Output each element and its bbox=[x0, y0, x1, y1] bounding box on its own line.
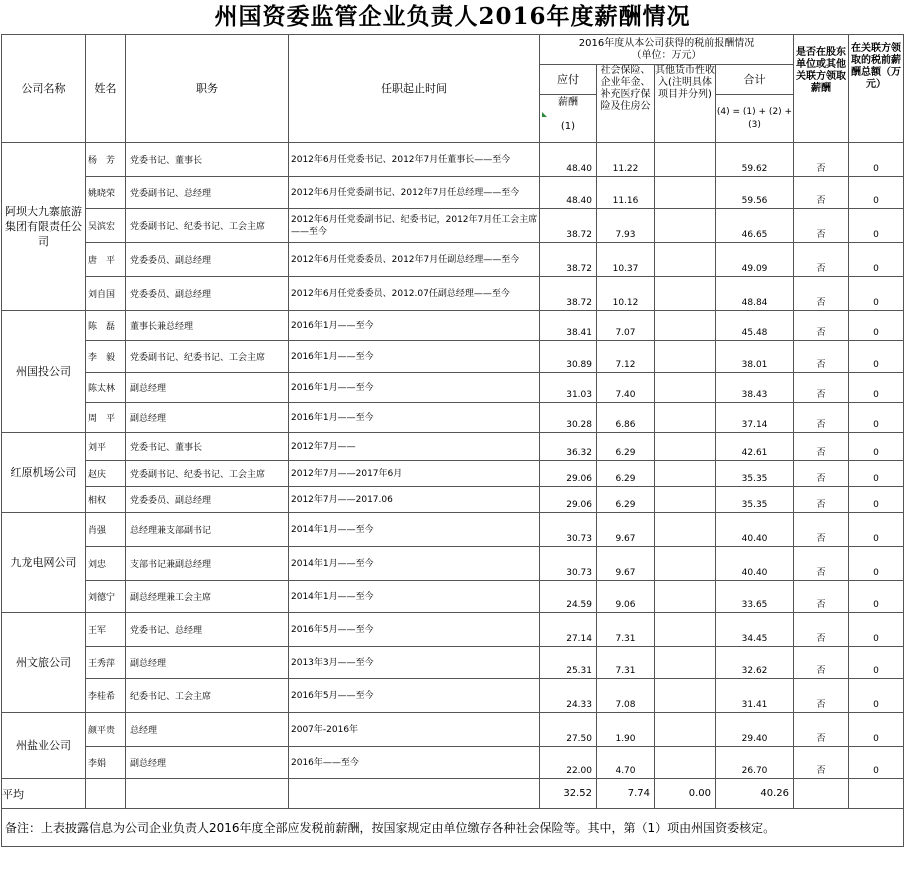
company-cell: 九龙电网公司 bbox=[2, 513, 86, 613]
total-cell: 37.14 bbox=[716, 403, 794, 433]
other-cell bbox=[655, 209, 716, 243]
person-name: 吴滨宏 bbox=[86, 209, 126, 243]
shareholder-cell: 否 bbox=[794, 143, 849, 177]
related-cell: 0 bbox=[849, 713, 904, 747]
total-cell: 35.35 bbox=[716, 487, 794, 513]
header-salary: 应付 bbox=[540, 65, 597, 95]
salary-cell: 48.40 bbox=[540, 143, 597, 177]
related-cell: 0 bbox=[849, 613, 904, 647]
social-cell: 6.86 bbox=[597, 403, 655, 433]
shareholder-cell: 否 bbox=[794, 747, 849, 779]
total-cell: 29.40 bbox=[716, 713, 794, 747]
salary-cell: 24.33 bbox=[540, 679, 597, 713]
table-row bbox=[2, 243, 904, 277]
company-cell: 州盐业公司 bbox=[2, 713, 86, 779]
note-row bbox=[2, 809, 904, 847]
other-cell bbox=[655, 747, 716, 779]
position-cell: 总经理 bbox=[126, 713, 289, 747]
total-cell: 31.41 bbox=[716, 679, 794, 713]
social-cell: 7.08 bbox=[597, 679, 655, 713]
company-cell: 红原机场公司 bbox=[2, 433, 86, 513]
period-cell: 2014年1月——至今 bbox=[289, 547, 540, 581]
total-cell: 59.62 bbox=[716, 143, 794, 177]
related-cell: 0 bbox=[849, 747, 904, 779]
salary-cell: 48.40 bbox=[540, 177, 597, 209]
shareholder-cell: 否 bbox=[794, 433, 849, 461]
salary-cell: 27.50 bbox=[540, 713, 597, 747]
header-related: 在关联方领取的税前薪酬总额（万元） bbox=[849, 35, 904, 143]
shareholder-cell: 否 bbox=[794, 679, 849, 713]
person-name: 赵庆 bbox=[86, 461, 126, 487]
other-cell bbox=[655, 713, 716, 747]
other-cell bbox=[655, 143, 716, 177]
total-cell: 46.65 bbox=[716, 209, 794, 243]
total-cell: 59.56 bbox=[716, 177, 794, 209]
salary-cell: 24.59 bbox=[540, 581, 597, 613]
period-cell: 2016年1月——至今 bbox=[289, 311, 540, 341]
total-cell: 48.84 bbox=[716, 277, 794, 311]
shareholder-cell: 否 bbox=[794, 403, 849, 433]
person-name: 陈太林 bbox=[86, 373, 126, 403]
shareholder-cell: 否 bbox=[794, 487, 849, 513]
shareholder-cell: 否 bbox=[794, 713, 849, 747]
period-cell: 2013年3月——至今 bbox=[289, 647, 540, 679]
total-cell: 38.43 bbox=[716, 373, 794, 403]
shareholder-cell: 否 bbox=[794, 177, 849, 209]
social-cell: 11.16 bbox=[597, 177, 655, 209]
shareholder-cell: 否 bbox=[794, 513, 849, 547]
shareholder-cell: 否 bbox=[794, 311, 849, 341]
total-cell: 42.61 bbox=[716, 433, 794, 461]
header-company: 公司名称 bbox=[2, 35, 86, 143]
salary-table bbox=[1, 34, 904, 847]
salary-cell: 38.41 bbox=[540, 311, 597, 341]
period-cell: 2016年1月——至今 bbox=[289, 373, 540, 403]
other-cell bbox=[655, 613, 716, 647]
position-cell: 副总经理 bbox=[126, 747, 289, 779]
position-cell: 纪委书记、工会主席 bbox=[126, 679, 289, 713]
social-cell: 4.70 bbox=[597, 747, 655, 779]
total-cell: 35.35 bbox=[716, 461, 794, 487]
position-cell: 党委书记、总经理 bbox=[126, 613, 289, 647]
salary-cell: 22.00 bbox=[540, 747, 597, 779]
social-cell: 7.40 bbox=[597, 373, 655, 403]
person-name: 刘忠 bbox=[86, 547, 126, 581]
other-cell bbox=[655, 341, 716, 373]
table-row bbox=[2, 209, 904, 243]
social-cell: 9.67 bbox=[597, 513, 655, 547]
other-cell bbox=[655, 373, 716, 403]
period-cell: 2012年7月—— bbox=[289, 433, 540, 461]
position-cell: 董事长兼总经理 bbox=[126, 311, 289, 341]
average-empty-period bbox=[289, 779, 540, 809]
header-period: 任职起止时间 bbox=[289, 35, 540, 143]
salary-cell: 38.72 bbox=[540, 243, 597, 277]
social-cell: 7.31 bbox=[597, 613, 655, 647]
related-cell: 0 bbox=[849, 311, 904, 341]
header-pay-group: 2016年度从本公司获得的税前报酬情况 （单位：万元） bbox=[540, 35, 794, 65]
period-cell: 2012年6月任党委委员、2012.07任副总经理——至今 bbox=[289, 277, 540, 311]
salary-cell: 36.32 bbox=[540, 433, 597, 461]
person-name: 李桂希 bbox=[86, 679, 126, 713]
period-cell: 2014年1月——至今 bbox=[289, 513, 540, 547]
related-cell: 0 bbox=[849, 679, 904, 713]
other-cell bbox=[655, 647, 716, 679]
position-cell: 党委书记、董事长 bbox=[126, 433, 289, 461]
salary-cell: 30.28 bbox=[540, 403, 597, 433]
other-cell bbox=[655, 177, 716, 209]
header-total: 合计 bbox=[716, 65, 794, 95]
total-cell: 32.62 bbox=[716, 647, 794, 679]
table-row bbox=[2, 403, 904, 433]
salary-cell: 27.14 bbox=[540, 613, 597, 647]
table-row bbox=[2, 433, 904, 461]
other-cell bbox=[655, 679, 716, 713]
company-cell: 阿坝大九寨旅游集团有限责任公司 bbox=[2, 143, 86, 311]
person-name: 相权 bbox=[86, 487, 126, 513]
other-cell bbox=[655, 513, 716, 547]
total-cell: 40.40 bbox=[716, 547, 794, 581]
position-cell: 党委委员、副总经理 bbox=[126, 487, 289, 513]
header-total-formula: (4) = (1) + (2) + (3) bbox=[716, 95, 794, 143]
other-cell bbox=[655, 403, 716, 433]
period-cell: 2016年1月——至今 bbox=[289, 403, 540, 433]
position-cell: 党委书记、董事长 bbox=[126, 143, 289, 177]
table-row bbox=[2, 277, 904, 311]
period-cell: 2012年7月——2017.06 bbox=[289, 487, 540, 513]
period-cell: 2016年1月——至今 bbox=[289, 341, 540, 373]
period-cell: 2012年6月任党委委员、2012年7月任副总经理——至今 bbox=[289, 243, 540, 277]
related-cell: 0 bbox=[849, 209, 904, 243]
position-cell: 副总经理兼工会主席 bbox=[126, 581, 289, 613]
period-cell: 2014年1月——至今 bbox=[289, 581, 540, 613]
person-name: 唐 平 bbox=[86, 243, 126, 277]
period-cell: 2016年5月——至今 bbox=[289, 679, 540, 713]
social-cell: 1.90 bbox=[597, 713, 655, 747]
other-cell bbox=[655, 461, 716, 487]
average-row bbox=[2, 779, 904, 809]
period-cell: 2007年-2016年 bbox=[289, 713, 540, 747]
other-cell bbox=[655, 487, 716, 513]
period-cell: 2016年——至今 bbox=[289, 747, 540, 779]
other-cell bbox=[655, 581, 716, 613]
table-row bbox=[2, 613, 904, 647]
person-name: 杨 芳 bbox=[86, 143, 126, 177]
person-name: 刘德宁 bbox=[86, 581, 126, 613]
position-cell: 支部书记兼副总经理 bbox=[126, 547, 289, 581]
other-cell bbox=[655, 547, 716, 581]
social-cell: 11.22 bbox=[597, 143, 655, 177]
related-cell: 0 bbox=[849, 547, 904, 581]
header-name: 姓名 bbox=[86, 35, 126, 143]
person-name: 李 毅 bbox=[86, 341, 126, 373]
footnote: 备注：上表披露信息为公司企业负责人2016年度全部应发税前薪酬，按国家规定由单位缴存各种社会保险等。其中，第（1）项由州国资委核定。 bbox=[2, 809, 904, 847]
person-name: 李娟 bbox=[86, 747, 126, 779]
shareholder-cell: 否 bbox=[794, 647, 849, 679]
average-total: 40.26 bbox=[716, 779, 794, 809]
related-cell: 0 bbox=[849, 487, 904, 513]
related-cell: 0 bbox=[849, 143, 904, 177]
related-cell: 0 bbox=[849, 513, 904, 547]
period-cell: 2016年5月——至今 bbox=[289, 613, 540, 647]
position-cell: 党委副书记、纪委书记、工会主席 bbox=[126, 341, 289, 373]
shareholder-cell: 否 bbox=[794, 581, 849, 613]
related-cell: 0 bbox=[849, 373, 904, 403]
table-row bbox=[2, 747, 904, 779]
position-cell: 党委委员、副总经理 bbox=[126, 277, 289, 311]
average-social: 7.74 bbox=[597, 779, 655, 809]
position-cell: 副总经理 bbox=[126, 373, 289, 403]
salary-cell: 38.72 bbox=[540, 277, 597, 311]
table-row bbox=[2, 581, 904, 613]
shareholder-cell: 否 bbox=[794, 341, 849, 373]
social-cell: 9.06 bbox=[597, 581, 655, 613]
person-name: 肖强 bbox=[86, 513, 126, 547]
position-cell: 党委副书记、纪委书记、工会主席 bbox=[126, 461, 289, 487]
table-row bbox=[2, 679, 904, 713]
social-cell: 7.93 bbox=[597, 209, 655, 243]
shareholder-cell: 否 bbox=[794, 613, 849, 647]
related-cell: 0 bbox=[849, 433, 904, 461]
related-cell: 0 bbox=[849, 647, 904, 679]
position-cell: 党委副书记、纪委书记、工会主席 bbox=[126, 209, 289, 243]
total-cell: 34.45 bbox=[716, 613, 794, 647]
other-cell bbox=[655, 277, 716, 311]
salary-cell: 31.03 bbox=[540, 373, 597, 403]
average-empty-name bbox=[86, 779, 126, 809]
shareholder-cell: 否 bbox=[794, 373, 849, 403]
total-cell: 38.01 bbox=[716, 341, 794, 373]
related-cell: 0 bbox=[849, 243, 904, 277]
social-cell: 6.29 bbox=[597, 461, 655, 487]
average-other: 0.00 bbox=[655, 779, 716, 809]
average-empty-position bbox=[126, 779, 289, 809]
header-salary-index: (1) bbox=[560, 121, 576, 132]
table-row bbox=[2, 713, 904, 747]
position-cell: 党委副书记、总经理 bbox=[126, 177, 289, 209]
table-row bbox=[2, 513, 904, 547]
person-name: 王军 bbox=[86, 613, 126, 647]
header-other: 其他货币性收入(注明具体项目并分列) bbox=[655, 65, 716, 143]
header-shareholder: 是否在股东单位或其他关联方领取薪酬 bbox=[794, 35, 849, 143]
other-cell bbox=[655, 243, 716, 277]
total-cell: 33.65 bbox=[716, 581, 794, 613]
salary-cell: 29.06 bbox=[540, 461, 597, 487]
company-cell: 州文旅公司 bbox=[2, 613, 86, 713]
position-cell: 党委委员、副总经理 bbox=[126, 243, 289, 277]
salary-cell: 30.89 bbox=[540, 341, 597, 373]
related-cell: 0 bbox=[849, 177, 904, 209]
other-cell bbox=[655, 433, 716, 461]
person-name: 周 平 bbox=[86, 403, 126, 433]
related-cell: 0 bbox=[849, 277, 904, 311]
social-cell: 6.29 bbox=[597, 487, 655, 513]
table-row bbox=[2, 311, 904, 341]
table-row bbox=[2, 647, 904, 679]
position-cell: 副总经理 bbox=[126, 403, 289, 433]
person-name: 刘自国 bbox=[86, 277, 126, 311]
related-cell: 0 bbox=[849, 403, 904, 433]
table-row bbox=[2, 373, 904, 403]
other-cell bbox=[655, 311, 716, 341]
salary-cell: 30.73 bbox=[540, 547, 597, 581]
total-cell: 45.48 bbox=[716, 311, 794, 341]
period-cell: 2012年6月任党委书记、2012年7月任董事长——至今 bbox=[289, 143, 540, 177]
person-name: 陈 磊 bbox=[86, 311, 126, 341]
position-cell: 总经理兼支部副书记 bbox=[126, 513, 289, 547]
total-cell: 49.09 bbox=[716, 243, 794, 277]
social-cell: 7.12 bbox=[597, 341, 655, 373]
person-name: 颜平贵 bbox=[86, 713, 126, 747]
related-cell: 0 bbox=[849, 581, 904, 613]
header-social: 社会保险、企业年金、补充医疗保险及住房公 bbox=[597, 65, 655, 143]
period-cell: 2012年7月——2017年6月 bbox=[289, 461, 540, 487]
average-label: 平均 bbox=[2, 779, 86, 809]
header-position: 职务 bbox=[126, 35, 289, 143]
salary-cell: 38.72 bbox=[540, 209, 597, 243]
social-cell: 7.31 bbox=[597, 647, 655, 679]
person-name: 刘平 bbox=[86, 433, 126, 461]
shareholder-cell: 否 bbox=[794, 547, 849, 581]
related-cell: 0 bbox=[849, 461, 904, 487]
social-cell: 7.07 bbox=[597, 311, 655, 341]
period-cell: 2012年6月任党委副书记、2012年7月任总经理——至今 bbox=[289, 177, 540, 209]
social-cell: 10.12 bbox=[597, 277, 655, 311]
shareholder-cell: 否 bbox=[794, 277, 849, 311]
company-cell: 州国投公司 bbox=[2, 311, 86, 433]
average-empty-shareholder bbox=[794, 779, 849, 809]
total-cell: 26.70 bbox=[716, 747, 794, 779]
average-salary: 32.52 bbox=[540, 779, 597, 809]
related-cell: 0 bbox=[849, 341, 904, 373]
salary-cell: 30.73 bbox=[540, 513, 597, 547]
period-cell: 2012年6月任党委副书记、纪委书记，2012年7月任工会主席——至今 bbox=[289, 209, 540, 243]
table-row bbox=[2, 143, 904, 177]
shareholder-cell: 否 bbox=[794, 461, 849, 487]
table-row bbox=[2, 177, 904, 209]
salary-cell: 25.31 bbox=[540, 647, 597, 679]
table-row bbox=[2, 487, 904, 513]
social-cell: 10.37 bbox=[597, 243, 655, 277]
social-cell: 9.67 bbox=[597, 547, 655, 581]
cell-marker-icon bbox=[542, 112, 547, 117]
table-row bbox=[2, 547, 904, 581]
person-name: 姚晓荣 bbox=[86, 177, 126, 209]
social-cell: 6.29 bbox=[597, 433, 655, 461]
person-name: 王秀萍 bbox=[86, 647, 126, 679]
shareholder-cell: 否 bbox=[794, 209, 849, 243]
salary-cell: 29.06 bbox=[540, 487, 597, 513]
position-cell: 副总经理 bbox=[126, 647, 289, 679]
shareholder-cell: 否 bbox=[794, 243, 849, 277]
total-cell: 40.40 bbox=[716, 513, 794, 547]
header-salary-2: 薪酬 bbox=[558, 97, 578, 108]
average-empty-related bbox=[849, 779, 904, 809]
table-row bbox=[2, 341, 904, 373]
table-row bbox=[2, 461, 904, 487]
page-title: 州国资委监管企业负责人2016年度薪酬情况 bbox=[214, 3, 691, 30]
